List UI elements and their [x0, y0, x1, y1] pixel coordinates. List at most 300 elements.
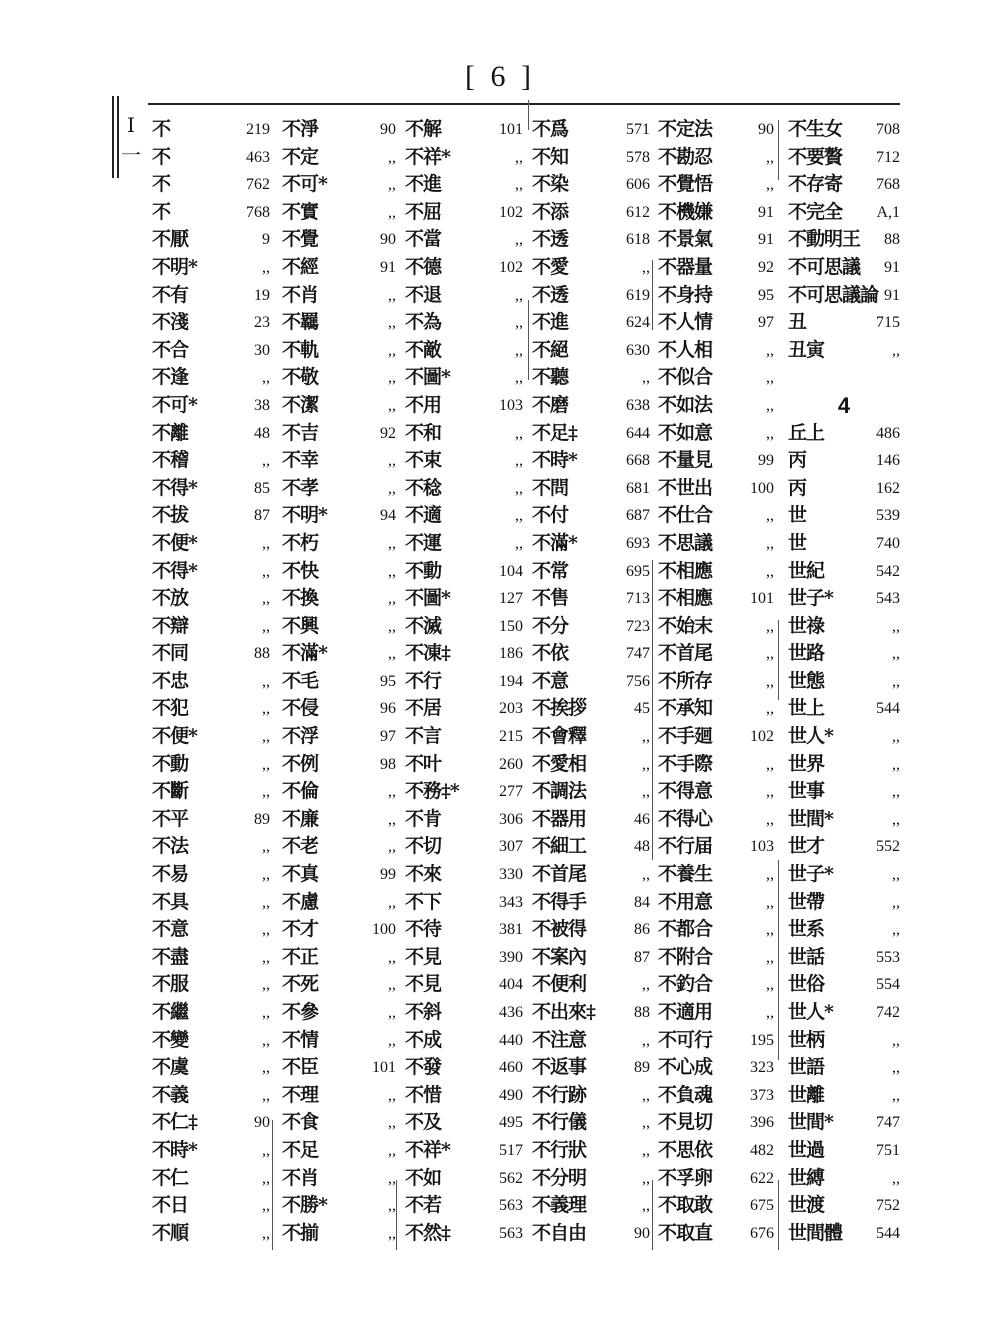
index-entry	[152, 420, 270, 448]
entry-page-ref: 101	[750, 590, 774, 608]
entry-term: 世	[788, 531, 807, 554]
entry-page-ref: ,,	[262, 921, 270, 939]
entry-page-ref: ,,	[642, 1031, 650, 1049]
entry-page-ref: ,,	[388, 1197, 396, 1215]
entry-page-ref: 486	[876, 424, 900, 442]
index-entry	[405, 337, 523, 365]
entry-page-ref: ,,	[766, 562, 774, 580]
index-entry	[282, 420, 396, 448]
entry-term: 不切	[405, 835, 442, 858]
entry-term: 不承知	[658, 697, 713, 720]
index-entry	[282, 116, 396, 144]
entry-term: 世語	[788, 1056, 825, 1079]
index-entry	[282, 1109, 396, 1137]
index-entry	[658, 833, 774, 861]
index-column	[658, 116, 774, 1247]
entry-term: 不得手	[532, 890, 587, 913]
entry-term: 不易	[152, 863, 189, 886]
entry-page-ref: 752	[876, 1197, 900, 1215]
entry-page-ref: ,,	[262, 866, 270, 884]
index-entry	[658, 502, 774, 530]
entry-page-ref: ,,	[388, 1086, 396, 1104]
entry-term: 不仕合	[658, 504, 713, 527]
entry-term: 不足‡	[532, 421, 577, 444]
index-entry	[658, 916, 774, 944]
index-entry	[658, 1220, 774, 1248]
index-entry	[658, 889, 774, 917]
index-entry	[282, 447, 396, 475]
entry-page-ref: 9	[262, 231, 270, 249]
index-entry	[532, 1109, 650, 1137]
index-entry	[282, 999, 396, 1027]
entry-page-ref: 675	[750, 1197, 774, 1215]
entry-page-ref: 87	[634, 948, 650, 966]
index-entry	[405, 806, 523, 834]
entry-term: 不變	[152, 1028, 189, 1051]
index-entry	[532, 364, 650, 392]
entry-page-ref: 101	[372, 1059, 396, 1077]
entry-page-ref: 751	[876, 1141, 900, 1159]
entry-page-ref: ,,	[388, 783, 396, 801]
entry-term: 不人情	[658, 311, 713, 334]
index-entry	[532, 558, 650, 586]
entry-term: 不束	[405, 449, 442, 472]
entry-page-ref: ,,	[892, 783, 900, 801]
index-entry	[532, 1054, 650, 1082]
entry-page-ref: 687	[626, 507, 650, 525]
index-entry	[788, 668, 900, 696]
entry-page-ref: ,,	[766, 617, 774, 635]
entry-term: 不盡	[152, 945, 189, 968]
entry-term: 不食	[282, 1111, 319, 1134]
entry-term: 不釣合	[658, 973, 713, 996]
index-entry	[152, 889, 270, 917]
entry-page-ref: 102	[750, 728, 774, 746]
index-entry	[658, 1137, 774, 1165]
entry-term: 不得*	[152, 559, 197, 582]
entry-term: 不相應	[658, 559, 713, 582]
entry-term: 不覺	[282, 228, 319, 251]
index-entry	[282, 1027, 396, 1055]
index-entry	[658, 282, 774, 310]
index-entry	[152, 723, 270, 751]
index-entry	[788, 502, 900, 530]
index-entry	[152, 1027, 270, 1055]
entry-page-ref: 373	[750, 1086, 774, 1104]
entry-term: 不動	[152, 752, 189, 775]
side-index	[120, 110, 142, 170]
entry-term: 不可*	[282, 173, 327, 196]
entry-term: 不淨	[282, 118, 319, 140]
entry-term: 世上	[788, 697, 825, 720]
entry-page-ref: 381	[499, 921, 523, 939]
index-entry	[152, 695, 270, 723]
entry-page-ref: 644	[626, 424, 650, 442]
index-entry	[658, 1054, 774, 1082]
index-entry	[658, 640, 774, 668]
side-index-numeral: I	[127, 113, 135, 137]
index-entry	[532, 613, 650, 641]
entry-page-ref: ,,	[388, 562, 396, 580]
index-entry	[788, 309, 900, 337]
index-entry	[658, 668, 774, 696]
entry-term: 不進	[532, 311, 569, 334]
index-entry	[658, 199, 774, 227]
entry-page-ref: ,,	[388, 369, 396, 387]
entry-term: 不勝*	[282, 1194, 327, 1217]
index-entry	[788, 226, 900, 254]
index-entry	[532, 199, 650, 227]
index-entry	[282, 1192, 396, 1220]
index-entry	[152, 668, 270, 696]
entry-term: 不及	[405, 1111, 442, 1134]
entry-term: 不然‡	[405, 1221, 450, 1244]
index-entry	[152, 171, 270, 199]
index-entry	[788, 199, 900, 227]
index-entry	[282, 861, 396, 889]
entry-page-ref: 102	[499, 203, 523, 221]
index-entry	[152, 337, 270, 365]
entry-term: 世	[788, 504, 807, 527]
index-entry	[152, 447, 270, 475]
entry-page-ref: ,,	[766, 341, 774, 359]
entry-page-ref: ,,	[388, 203, 396, 221]
entry-term: 不換	[282, 587, 319, 610]
entry-term: 不行	[405, 669, 442, 692]
entry-page-ref: 630	[626, 341, 650, 359]
entry-term: 不老	[282, 835, 319, 858]
entry-page-ref: ,,	[262, 1169, 270, 1187]
index-entry	[282, 585, 396, 613]
entry-term: 不平	[152, 807, 189, 830]
entry-term: 世子*	[788, 587, 833, 610]
index-entry	[788, 1137, 900, 1165]
index-entry	[532, 1192, 650, 1220]
index-entry	[788, 1054, 900, 1082]
index-entry	[405, 1137, 523, 1165]
index-entry	[282, 309, 396, 337]
entry-term: 世帶	[788, 890, 825, 913]
entry-term: 不見	[405, 973, 442, 996]
index-entry	[788, 1165, 900, 1193]
entry-term: 不吉	[282, 421, 319, 444]
index-entry	[152, 392, 270, 420]
entry-term: 世人*	[788, 725, 833, 748]
entry-page-ref: ,,	[766, 893, 774, 911]
entry-page-ref: 624	[626, 314, 650, 332]
entry-term: 不羈	[282, 311, 319, 334]
entry-page-ref: 619	[626, 286, 650, 304]
entry-term: 不真	[282, 863, 319, 886]
index-entry	[532, 999, 650, 1027]
index-entry	[405, 447, 523, 475]
entry-term: 不忠	[152, 669, 189, 692]
entry-page-ref: 618	[626, 231, 650, 249]
entry-term: 不分明	[532, 1166, 587, 1189]
index-entry	[788, 420, 900, 448]
entry-page-ref: 768	[246, 203, 270, 221]
column-separator	[272, 1120, 273, 1250]
entry-term: 不可*	[152, 393, 197, 416]
index-entry	[282, 254, 396, 282]
entry-term: 不圖*	[405, 587, 450, 610]
entry-term: 不思議	[658, 531, 713, 554]
entry-term: 不可思議	[788, 255, 861, 278]
index-entry	[788, 695, 900, 723]
column-separator	[778, 620, 779, 700]
index-entry	[788, 1109, 900, 1137]
column-separator	[528, 300, 529, 380]
entry-page-ref: ,,	[892, 728, 900, 746]
entry-page-ref: 95	[758, 286, 774, 304]
entry-page-ref: 638	[626, 396, 650, 414]
entry-term: 不養生	[658, 863, 713, 886]
index-entry	[788, 282, 900, 310]
index-entry	[152, 833, 270, 861]
entry-page-ref: ,,	[262, 700, 270, 718]
index-entry	[405, 226, 523, 254]
entry-page-ref: 88	[634, 1004, 650, 1021]
entry-term: 不犯	[152, 697, 189, 720]
entry-term: 不覺悟	[658, 173, 713, 196]
index-entry	[282, 392, 396, 420]
entry-page-ref: 747	[626, 645, 650, 663]
index-entry	[532, 171, 650, 199]
entry-page-ref: 103	[499, 396, 523, 414]
entry-term: 不肯	[405, 807, 442, 830]
entry-term: 不用	[405, 393, 442, 416]
index-entry	[788, 723, 900, 751]
entry-page-ref: 102	[499, 258, 523, 276]
entry-term: 不屈	[405, 200, 442, 223]
entry-page-ref: ,,	[262, 617, 270, 635]
entry-term: 不生女	[788, 118, 843, 140]
entry-term: 不負魂	[658, 1083, 713, 1106]
index-entry	[405, 1109, 523, 1137]
entry-term: 不付	[532, 504, 569, 527]
index-entry	[658, 613, 774, 641]
index-entry	[405, 1192, 523, 1220]
entry-page-ref: ,,	[766, 783, 774, 801]
entry-term: 不	[152, 173, 171, 196]
entry-term: 不量見	[658, 449, 713, 472]
margin-rule-right	[117, 96, 119, 178]
index-entry	[405, 640, 523, 668]
entry-page-ref: ,,	[262, 1224, 270, 1242]
entry-page-ref: ,,	[388, 1141, 396, 1159]
index-entry	[532, 502, 650, 530]
index-entry	[282, 751, 396, 779]
entry-term: 不潔	[282, 393, 319, 416]
entry-term: 世俗	[788, 973, 825, 996]
column-separator	[778, 1180, 779, 1250]
index-entry	[282, 337, 396, 365]
index-entry	[405, 944, 523, 972]
entry-term: 不有	[152, 283, 189, 306]
entry-page-ref: ,,	[262, 369, 270, 387]
entry-term: 不愛相	[532, 752, 587, 775]
entry-page-ref: 578	[626, 148, 650, 166]
index-entry	[788, 447, 900, 475]
index-entry	[788, 171, 900, 199]
entry-page-ref: 307	[499, 838, 523, 856]
index-entry	[658, 1027, 774, 1055]
entry-page-ref: ,,	[766, 369, 774, 387]
index-entry	[405, 999, 523, 1027]
index-entry	[282, 668, 396, 696]
entry-page-ref: ,,	[388, 948, 396, 966]
entry-term: 世渡	[788, 1194, 825, 1217]
index-entry	[788, 861, 900, 889]
entry-term: 不逢	[152, 366, 189, 389]
entry-page-ref: ,,	[642, 1169, 650, 1187]
entry-page-ref: 747	[876, 1114, 900, 1132]
index-entry	[405, 364, 523, 392]
entry-page-ref: ,,	[766, 976, 774, 994]
entry-page-ref: 606	[626, 176, 650, 194]
entry-page-ref: 712	[876, 148, 900, 166]
index-entry	[788, 1082, 900, 1110]
index-entry	[658, 1192, 774, 1220]
entry-page-ref: ,,	[515, 176, 523, 194]
entry-page-ref: 48	[634, 838, 650, 856]
entry-page-ref: ,,	[262, 755, 270, 773]
entry-page-ref: 440	[499, 1031, 523, 1049]
entry-page-ref: 612	[626, 203, 650, 221]
entry-term: 不仁	[152, 1166, 189, 1189]
entry-term: 不見	[405, 945, 442, 968]
index-entry	[658, 944, 774, 972]
index-entry	[405, 723, 523, 751]
entry-page-ref: ,,	[642, 369, 650, 387]
entry-term: 不參	[282, 1001, 319, 1023]
entry-term: 不運	[405, 531, 442, 554]
entry-term: 不凍‡	[405, 642, 450, 665]
index-entry	[788, 475, 900, 503]
entry-page-ref: ,,	[892, 1169, 900, 1187]
index-entry	[532, 833, 650, 861]
index-entry	[532, 1220, 650, 1248]
index-entry	[532, 889, 650, 917]
index-entry	[658, 999, 774, 1027]
index-entry	[405, 502, 523, 530]
entry-page-ref: 90	[634, 1224, 650, 1242]
entry-page-ref: 104	[499, 562, 523, 580]
entry-term: 不出來‡	[532, 1001, 595, 1023]
index-entry	[405, 558, 523, 586]
entry-page-ref: 695	[626, 562, 650, 580]
entry-page-ref: ,,	[766, 645, 774, 663]
index-entry	[532, 447, 650, 475]
entry-page-ref: ,,	[515, 479, 523, 497]
entry-page-ref: ,,	[388, 534, 396, 552]
entry-term: 不法	[152, 835, 189, 858]
index-entry	[152, 282, 270, 310]
entry-term: 不日	[152, 1194, 189, 1217]
entry-page-ref: ,,	[766, 672, 774, 690]
index-entry	[152, 1220, 270, 1248]
index-entry	[282, 226, 396, 254]
entry-term: 不義理	[532, 1194, 587, 1217]
entry-page-ref: ,,	[766, 755, 774, 773]
index-entry	[532, 723, 650, 751]
index-entry	[405, 916, 523, 944]
entry-term: 不世出	[658, 476, 713, 499]
entry-page-ref: 544	[876, 1224, 900, 1242]
entry-page-ref: 460	[499, 1059, 523, 1077]
entry-page-ref: 23	[254, 314, 270, 332]
index-entry	[152, 530, 270, 558]
index-entry	[658, 861, 774, 889]
entry-term: 不廉	[282, 807, 319, 830]
entry-term: 不便*	[152, 531, 197, 554]
entry-term: 世人*	[788, 1001, 833, 1023]
index-entry	[152, 999, 270, 1027]
entry-page-ref: ,,	[892, 921, 900, 939]
index-entry	[152, 1192, 270, 1220]
index-entry	[282, 1220, 396, 1248]
entry-term: 不如意	[658, 421, 713, 444]
entry-term: 世態	[788, 669, 825, 692]
entry-term: 不依	[532, 642, 569, 665]
entry-term: 不機嫌	[658, 200, 713, 223]
entry-term: 不厭	[152, 228, 189, 251]
entry-page-ref: 203	[499, 700, 523, 718]
entry-term: 不待	[405, 918, 442, 941]
entry-page-ref: ,,	[642, 1141, 650, 1159]
entry-term: 不虞	[152, 1056, 189, 1079]
entry-page-ref: ,,	[515, 424, 523, 442]
entry-page-ref: 89	[634, 1059, 650, 1077]
index-entry	[788, 833, 900, 861]
entry-page-ref: 101	[499, 121, 523, 138]
entry-term: 不完全	[788, 200, 843, 223]
index-entry	[532, 116, 650, 144]
entry-term: 不便*	[152, 725, 197, 748]
entry-page-ref: ,,	[262, 562, 270, 580]
entry-page-ref: ,,	[515, 286, 523, 304]
entry-term: 世祿	[788, 614, 825, 637]
entry-term: 不放	[152, 587, 189, 610]
entry-term: 不問	[532, 476, 569, 499]
entry-page-ref: ,,	[262, 1059, 270, 1077]
entry-term: 不順	[152, 1221, 189, 1244]
entry-page-ref: 88	[254, 645, 270, 663]
entry-page-ref: 553	[876, 948, 900, 966]
entry-page-ref: 742	[876, 1004, 900, 1021]
entry-page-ref: 92	[758, 258, 774, 276]
entry-page-ref: 99	[380, 866, 396, 884]
entry-term: 不下	[405, 890, 442, 913]
entry-page-ref: ,,	[642, 976, 650, 994]
entry-page-ref: ,,	[642, 1086, 650, 1104]
entry-page-ref: ,,	[892, 893, 900, 911]
index-entry	[788, 337, 900, 365]
entry-term: 不敬	[282, 366, 319, 389]
entry-page-ref: 150	[499, 617, 523, 635]
index-entry	[152, 613, 270, 641]
entry-page-ref: 343	[499, 893, 523, 911]
entry-page-ref: 693	[626, 534, 650, 552]
entry-page-ref: 715	[876, 314, 900, 332]
entry-term: 世才	[788, 835, 825, 858]
index-entry	[405, 778, 523, 806]
index-entry	[152, 144, 270, 172]
entry-page-ref: ,,	[766, 176, 774, 194]
column-separator	[652, 260, 653, 330]
entry-term: 不動	[405, 559, 442, 582]
entry-term: 不會釋	[532, 725, 587, 748]
